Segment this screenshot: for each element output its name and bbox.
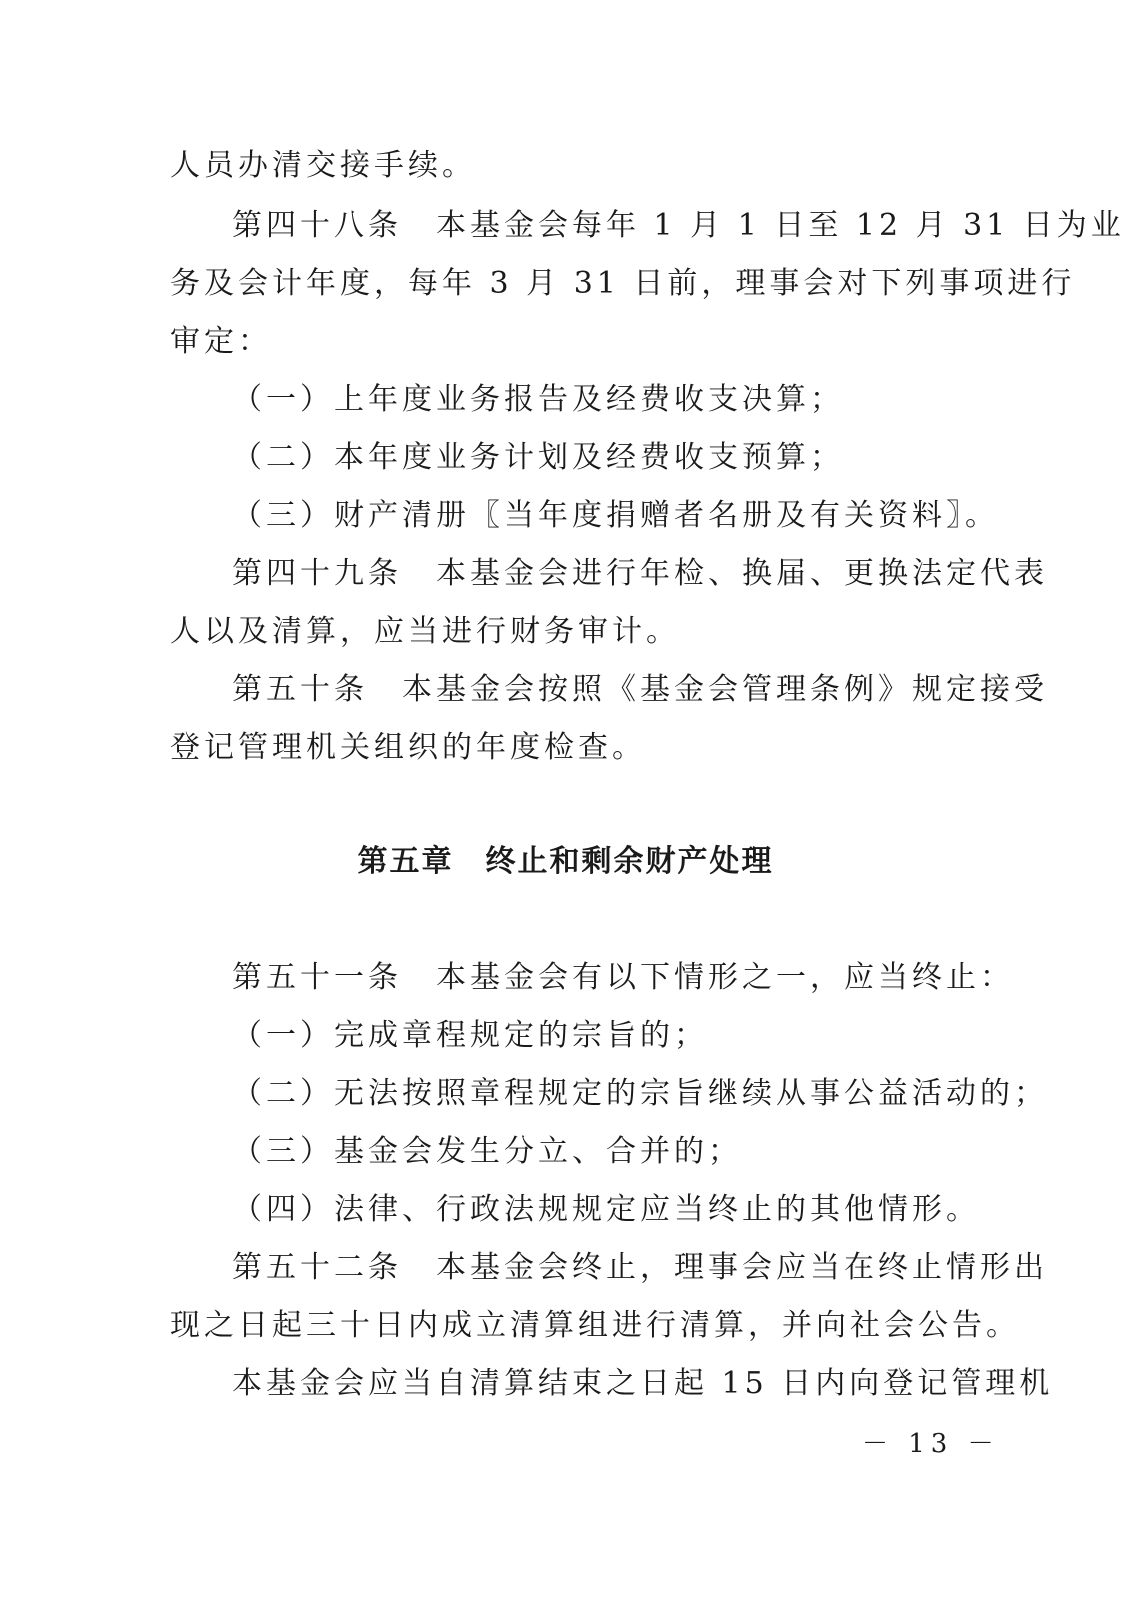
chapter-title: 第五章 终止和剩余财产处理 <box>357 844 774 879</box>
text-line: 现之日起三十日内成立清算组进行清算，并向社会公告。 <box>170 1308 1020 1343</box>
list-item: （四）法律、行政法规规定应当终止的其他情形。 <box>232 1192 980 1227</box>
text-line: 务及会计年度，每年 3 月 31 日前，理事会对下列事项进行 <box>170 266 1076 301</box>
article-52-heading-line: 第五十二条 本基金会终止，理事会应当在终止情形出 <box>232 1250 1048 1285</box>
article-48-heading-line: 第四十八条 本基金会每年 1 月 1 日至 12 月 31 日为业 <box>232 208 1125 243</box>
text-line: 人以及清算，应当进行财务审计。 <box>170 614 680 649</box>
article-50-heading-line: 第五十条 本基金会按照《基金会管理条例》规定接受 <box>232 672 1048 707</box>
list-item: （一）完成章程规定的宗旨的； <box>232 1018 708 1053</box>
list-item: （二）无法按照章程规定的宗旨继续从事公益活动的； <box>232 1076 1048 1111</box>
text-line: 人员办清交接手续。 <box>170 148 476 183</box>
article-51-heading-line: 第五十一条 本基金会有以下情形之一，应当终止： <box>232 960 1014 995</box>
list-item: （二）本年度业务计划及经费收支预算； <box>232 440 844 475</box>
list-item: （三）基金会发生分立、合并的； <box>232 1134 742 1169</box>
list-item: （一）上年度业务报告及经费收支决算； <box>232 382 844 417</box>
list-item: （三）财产清册〖当年度捐赠者名册及有关资料〗。 <box>232 498 999 533</box>
page-number: － 13 － <box>862 1429 1000 1459</box>
text-line: 本基金会应当自清算结束之日起 15 日内向登记管理机 <box>232 1366 1054 1401</box>
article-49-heading-line: 第四十九条 本基金会进行年检、换届、更换法定代表 <box>232 556 1048 591</box>
text-line: 登记管理机关组织的年度检查。 <box>170 730 646 765</box>
text-line: 审定： <box>170 324 272 359</box>
